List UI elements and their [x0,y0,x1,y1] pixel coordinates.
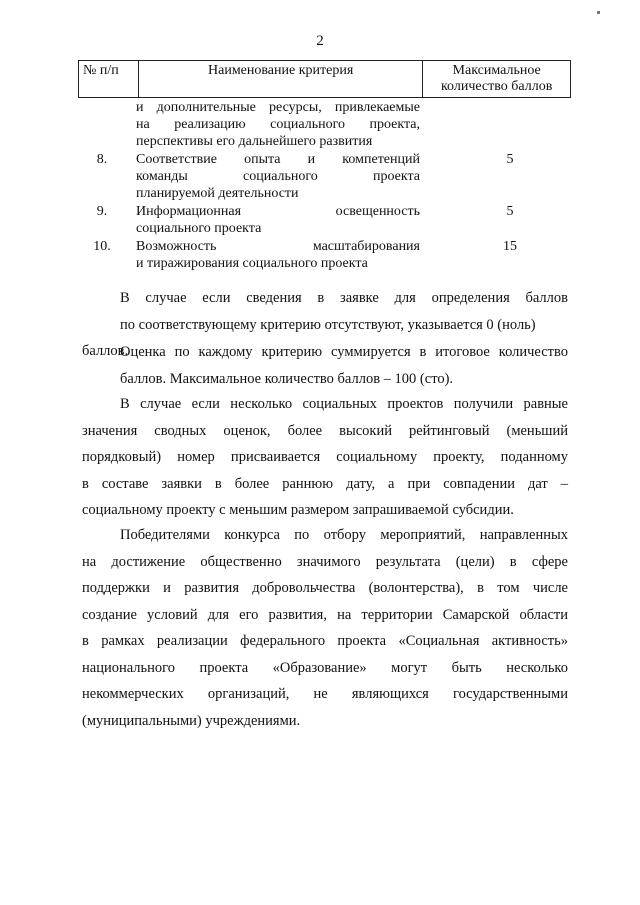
paragraph-line: национального проекта «Образование» могут быть несколько [82,659,568,676]
scan-mark [597,11,600,14]
criterion-text-line: перспективы его дальнейшего развития [136,134,373,149]
criterion-num: 8. [96,152,108,167]
paragraph-line: значения сводных оценок, более высокий рейтинговый (меньший [82,422,568,439]
paragraph-line: (муниципальными) учреждениями. [82,712,301,729]
paragraph-line: в составе заявки в более раннюю дату, а при совпадении дат – [82,475,568,492]
header-max [423,61,571,98]
criterion-num: 10. [93,239,111,254]
paragraph-line: в рамках реализации федерального проекта «Социальная активность» [82,633,568,649]
paragraph-line: Победителями конкурса по отбору мероприятий, направленных [120,527,568,543]
criterion-text-line: Информационная освещенность [136,204,420,219]
paragraph-line: на достижение общественно значимого результата (цели) в сфере [82,553,568,570]
criterion-score: 15 [503,239,517,254]
paragraph-line: поддержки и развития добровольчества (волонтерства), в том числе [82,580,568,596]
criterion-text-line: планируемой деятельности [136,186,299,201]
criterion-text-line: команды социального проекта [136,169,420,184]
criterion-text-line: Соответствие опыта и компетенций [136,152,420,167]
criterion-text-line: и тиражирования социального проекта [136,256,368,271]
criterion-row-9 [80,203,570,237]
criterion-score: 5 [506,152,514,167]
header-name: Наименование критерия [139,61,423,98]
paragraph-line: В случае если сведения в заявке для определения баллов [120,290,568,306]
header-num: № п/п [79,61,139,98]
paragraph-line: В случае если несколько социальных проектов получили равные [120,396,568,412]
paragraph-line: порядковый) номер присваивается социальному проекту, поданному [82,449,568,465]
criterion-row-8 [80,151,570,202]
paragraph-total-score [82,339,568,392]
paragraph-line: по соответствующему критерию отсутствуют, указывается 0 (ноль) баллов. [82,316,536,359]
criterion-text-line: социального проекта [136,221,262,236]
paragraph-tie-break [82,391,568,524]
criteria-table-header [78,60,571,98]
page-number: 2 [316,33,324,49]
criterion-continuation [80,99,570,150]
paragraph-line: баллов. Максимальное количество баллов – 100 (сто). [120,370,454,387]
paragraph-line: некоммерческих организаций, не являющихся государственными [82,686,568,702]
paragraph-line: создание условий для его развития, на территории Самарской области [82,606,568,623]
criteria-rows [80,99,570,272]
criterion-text-line: на реализацию социального проекта, [136,117,420,132]
paragraph-winners [82,522,568,734]
criterion-score: 5 [506,204,514,219]
header-max-line1: Максимальное [452,63,541,78]
paragraph-line: Оценка по каждому критерию суммируется в итоговое количество [120,344,568,360]
criterion-text-line: Возможность масштабирования [136,239,420,254]
criterion-row-10 [80,238,570,272]
paragraph-line: социальному проекту с меньшим размером запрашиваемой субсидии. [82,502,514,518]
criterion-text-line: и дополнительные ресурсы, привлекаемые [136,100,420,115]
criterion-num: 9. [96,204,108,219]
header-max-line2: количество баллов [440,79,553,94]
